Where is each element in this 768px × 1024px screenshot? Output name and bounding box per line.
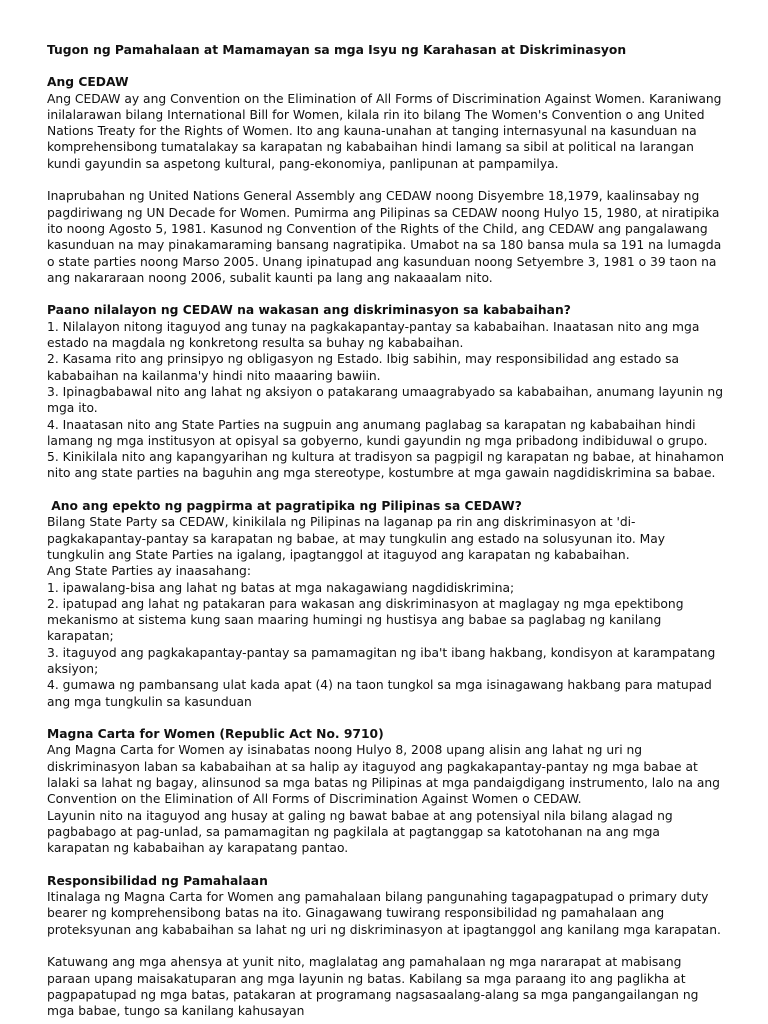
- list-item: 2. Kasama rito ang prinsipyo ng obligasyon ng Estado. Ibig sabihin, may responsibilidad ang estado sa kababaihan na kailanma'y hindi nito maaaring bawiin.: [47, 352, 680, 383]
- document-title: Tugon ng Pamahalaan at Mamamayan sa mga Isyu ng Karahasan at Diskriminasyon: [47, 43, 627, 57]
- section-heading: Ano ang epekto ng pagpirma at pagratipika ng Pilipinas sa CEDAW?: [47, 499, 522, 514]
- list-item: 1. Nilalayon nitong itaguyod ang tunay na pagkakapantay-pantay sa kababaihan. Inaatasan nito ang mga estado na magdala ng konkretong resulta sa buhay ng kababaihan.: [47, 319, 700, 351]
- paragraph: Itinalaga ng Magna Carta for Women ang pamahalaan bilang pangunahing tagapagpatupad o primary duty bearer ng komprehensibong batas na ito. Ginagawang tuwirang responsibilidad ng pamahalaan ang proteksyunan ang kababaihan sa lahat ng uri ng diskriminasyon at ipagtanggol ang kanilang mga karapatan.: [47, 890, 721, 937]
- paragraph: Ang State Parties ay inaasahang:: [47, 564, 251, 579]
- paragraph: Bilang State Party sa CEDAW, kinikilala ng Pilipinas na laganap pa rin ang diskriminasyon at 'di-pagkakapantay-pantay sa karapatan ng babae, at may tungkulin ang estado na solusyunan ito. May tungkulin ang State Parties na igalang, ipagtanggol at itaguyod ang karapatan ng kababaihan.: [47, 515, 666, 562]
- list-item: 4. gumawa ng pambansang ulat kada apat (4) na taon tungkol sa mga isinagawang hakbang para matupad ang mga tungkulin sa kasunduan: [47, 678, 712, 709]
- list-item: 3. itaguyod ang pagkakapantay-pantay sa pamamagitan ng iba't ibang hakbang, kondisyon at karampatang aksiyon;: [47, 645, 716, 676]
- section-responsibilidad: [47, 873, 726, 1020]
- list-item: 3. Ipinagbabawal nito ang lahat ng aksiyon o patakarang umaagrabyado sa kababaihan, anumang layunin ng mga ito.: [47, 384, 724, 416]
- section-heading: Responsibilidad ng Pamahalaan: [47, 873, 268, 888]
- list-item: 4. Inaatasan nito ang State Parties na sugpuin ang anumang paglabag sa karapatan ng kababaihan hindi lamang ng mga institusyon at opisyal sa gobyerno, kundi gayundin ng mga pribadong indibiduwal o grupo.: [47, 417, 708, 448]
- section-ang-cedaw: [47, 74, 726, 286]
- paragraph: Katuwang ang mga ahensya at yunit nito, maglalatag ang pamahalaan ng mga nararapat at mabisang paraan upang maisakatuparan ang mga layunin ng batas. Kabilang sa mga paraang ito ang paglikha at pagpapatupad ng mga batas, patakaran at programang nagsasaalang-alang sa mga pangangailangan ng mga babae, tungo sa kanilang kahusayan: [47, 955, 699, 1019]
- paragraph: Ang CEDAW ay ang Convention on the Elimination of All Forms of Discrimination Against Women. Karaniwang inilalarawan bilang International Bill for Women, kilala rin ito bilang The Women's Convention o ang United Nations Treaty for the Rights of Women. Ito ang kauna-unahan at tanging internasyunal na kasunduan na komprehensibong tumatalakay sa karapatan ng kababaihan hindi lamang sa sibil at political na larangan kundi gayundin sa aspetong kultural, pang-ekonomiya, panlipunan at pampamilya.: [47, 91, 722, 171]
- section-heading: Paano nilalayon ng CEDAW na wakasan ang diskriminasyon sa kababaihan?: [47, 303, 571, 318]
- paragraph: Layunin nito na itaguyod ang husay at galing ng bawat babae at ang potensiyal nila bilang alagad ng pagbabago at pag-unlad, sa pamamagitan ng pagkilala at pagtanggap sa katotohanan na ang mga karapatan ng kababaihan ay karapatang pantao.: [47, 808, 673, 856]
- section-paano-nilalayon: [47, 302, 726, 481]
- section-epekto-pagpirma: [47, 498, 726, 710]
- paragraph: Ang Magna Carta for Women ay isinabatas noong Hulyo 8, 2008 upang alisin ang lahat ng uri ng diskriminasyon laban sa kababaihan at sa halip ay itaguyod ang pagkakapantay-pantay ng mga babae at lalaki sa lahat ng bagay, alinsunod sa mga batas ng Pilipinas at mga pandaigdigang instrumento, lalo na ang Convention on the Elimination of All Forms of Discrimination Against Women o CEDAW.: [47, 743, 720, 807]
- paragraph: Inaprubahan ng United Nations General Assembly ang CEDAW noong Disyembre 18,1979, kaalinsabay ng pagdiriwang ng UN Decade for Women. Pumirma ang Pilipinas sa CEDAW noong Hulyo 15, 1980, at niratipika ito noong Agosto 5, 1981. Kasunod ng Convention of the Rights of the Child, ang CEDAW ang pangalawang kasunduan na may pinakamaraming bansang nagratipika. Umabot na sa 180 bansa mula sa 191 na lumagda o state parties noong Marso 2005. Unang ipinatupad ang kasunduan noong Setyembre 3, 1981 o 39 taon na ang nakararaan noong 2006, subalit kaunti pa lang ang nakaaalam nito.: [47, 189, 722, 285]
- list-item: 2. ipatupad ang lahat ng patakaran para wakasan ang diskriminasyon at maglagay ng mga epektibong mekanismo at sistema kung saan maaring humingi ng hustisya ang babae sa paglabag ng kanilang karapatan;: [47, 596, 684, 644]
- list-item: 1. ipawalang-bisa ang lahat ng batas at mga nakagawiang nagdidiskrimina;: [47, 580, 515, 595]
- section-magna-carta: [47, 726, 726, 856]
- list-item: 5. Kinikilala nito ang kapangyarihan ng kultura at tradisyon sa pagpigil ng karapatan ng babae, at hinahamon nito ang state parties na baguhin ang mga stereotype, kostumbre at mga gawain nagdidiskrimina sa babae.: [47, 450, 724, 481]
- section-heading: Magna Carta for Women (Republic Act No. 9710): [47, 727, 384, 742]
- section-heading: Ang CEDAW: [47, 75, 129, 90]
